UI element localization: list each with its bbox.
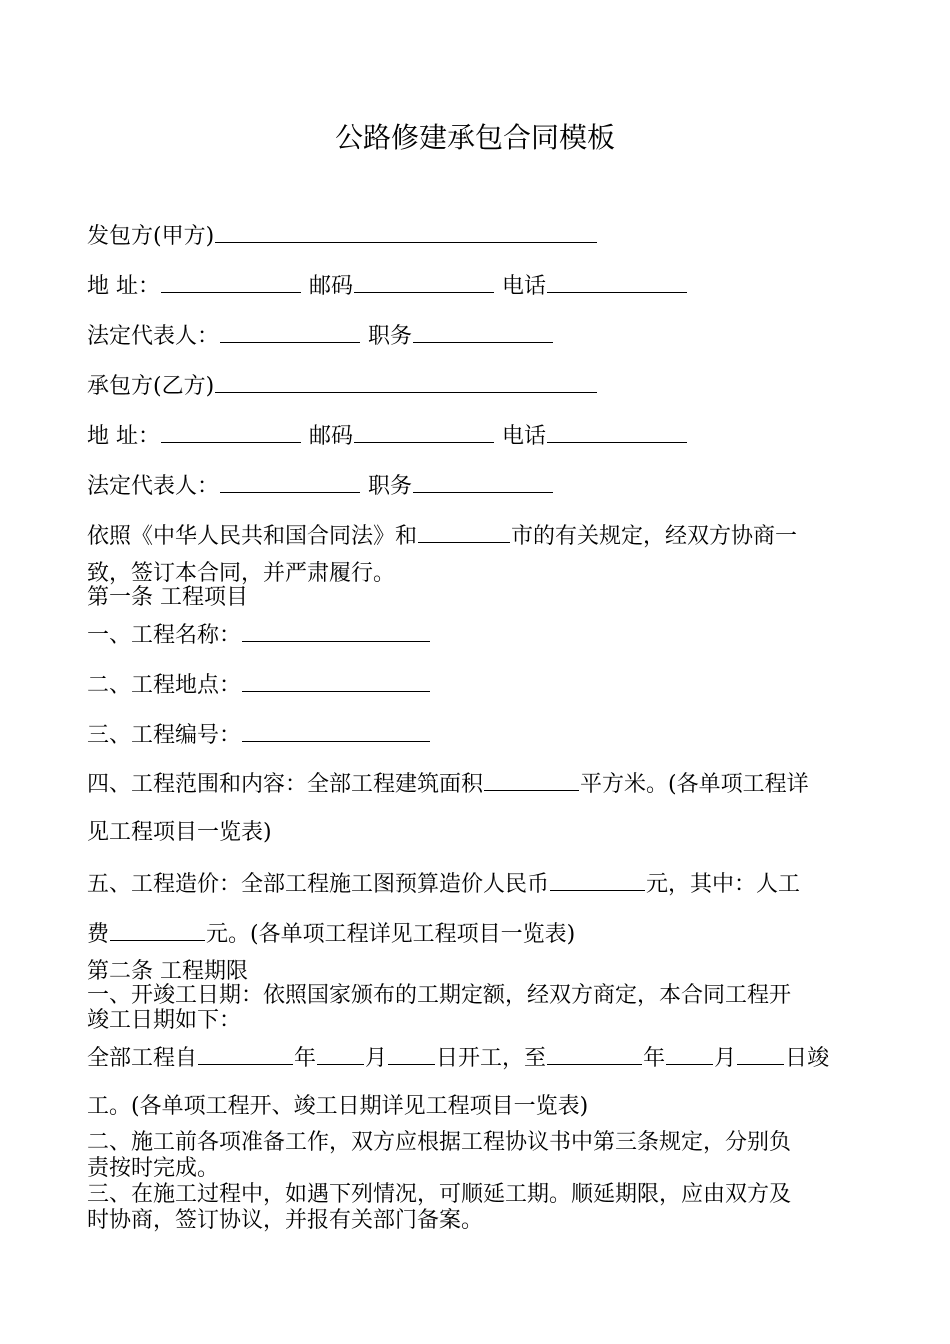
project-cost-line-1 bbox=[87, 868, 863, 898]
intro-text-1: 依照《中华人民共和国合同法》和 bbox=[87, 524, 418, 549]
start-end-line-2: 竣工日期如下： bbox=[87, 1008, 242, 1033]
project-name-label: 一、工程名称： bbox=[87, 623, 242, 648]
party-b-address-label: 地 址： bbox=[87, 424, 160, 449]
party-b-name-field[interactable] bbox=[215, 370, 597, 393]
party-b-postcode-field[interactable] bbox=[354, 420, 494, 443]
party-b-address-line bbox=[87, 420, 863, 450]
document-title: 公路修建承包合同模板 bbox=[334, 121, 615, 154]
end-year-field[interactable] bbox=[547, 1042, 642, 1065]
building-area-field[interactable] bbox=[484, 768, 579, 791]
party-a-rep-label: 法定代表人： bbox=[87, 324, 220, 349]
end-month-label: 月 bbox=[714, 1046, 737, 1071]
extension-line-1: 三、在施工过程中，如遇下列情况，可顺延工期。顺延期限，应由双方及 bbox=[87, 1182, 792, 1207]
project-number-field[interactable] bbox=[242, 719, 430, 742]
intro-line-2: 致，签订本合同，并严肃履行。 bbox=[87, 561, 396, 586]
party-a-postcode-label: 邮码 bbox=[309, 274, 354, 299]
party-b-position-field[interactable] bbox=[413, 470, 553, 493]
project-scope-text-1: 四、工程范围和内容：全部工程建筑面积 bbox=[87, 772, 484, 797]
project-scope-line-2: 见工程项目一览表) bbox=[87, 820, 272, 845]
city-field[interactable] bbox=[418, 520, 510, 543]
party-a-phone-field[interactable] bbox=[547, 270, 687, 293]
project-cost-text-1: 五、工程造价：全部工程施工图预算造价人民币 bbox=[87, 872, 550, 897]
intro-line-1 bbox=[87, 520, 863, 550]
end-month-field[interactable] bbox=[666, 1042, 713, 1065]
party-b-rep-field[interactable] bbox=[220, 470, 360, 493]
labor-cost-label: 费 bbox=[87, 922, 110, 947]
project-name-line bbox=[87, 619, 863, 649]
party-b-name-line bbox=[87, 370, 863, 400]
labor-cost-field[interactable] bbox=[110, 918, 205, 941]
end-day-field[interactable] bbox=[737, 1042, 784, 1065]
total-cost-field[interactable] bbox=[550, 868, 645, 891]
project-name-field[interactable] bbox=[242, 619, 430, 642]
project-location-label: 二、工程地点： bbox=[87, 673, 242, 698]
party-a-postcode-field[interactable] bbox=[354, 270, 494, 293]
article-1-heading: 第一条 工程项目 bbox=[87, 585, 248, 610]
party-b-postcode-label: 邮码 bbox=[309, 424, 354, 449]
party-a-name-field[interactable] bbox=[215, 220, 597, 243]
start-month-label: 月 bbox=[365, 1046, 388, 1071]
schedule-from-label: 全部工程自 bbox=[87, 1046, 198, 1071]
party-a-rep-line bbox=[87, 320, 863, 350]
schedule-dates-line-2: 工。(各单项工程开、竣工日期详见工程项目一览表) bbox=[87, 1094, 589, 1119]
party-a-position-field[interactable] bbox=[413, 320, 553, 343]
extension-line-2: 时协商，签订协议，并报有关部门备案。 bbox=[87, 1208, 484, 1233]
party-b-phone-field[interactable] bbox=[547, 420, 687, 443]
party-a-rep-field[interactable] bbox=[220, 320, 360, 343]
project-location-field[interactable] bbox=[242, 669, 430, 692]
start-end-clause bbox=[87, 983, 863, 1033]
project-location-line bbox=[87, 669, 863, 699]
project-number-line bbox=[87, 719, 863, 749]
start-day-field[interactable] bbox=[388, 1042, 435, 1065]
party-b-phone-label: 电话 bbox=[502, 424, 547, 449]
schedule-dates-line bbox=[87, 1042, 863, 1072]
project-cost-text-3: 元。(各单项工程详见工程项目一览表) bbox=[206, 922, 576, 947]
start-day-label: 日开工，至 bbox=[436, 1046, 547, 1071]
project-number-label: 三、工程编号： bbox=[87, 723, 242, 748]
party-a-position-label: 职务 bbox=[368, 324, 413, 349]
project-scope-text-2: 平方米。(各单项工程详 bbox=[580, 772, 809, 797]
project-cost-line-2 bbox=[87, 918, 863, 948]
start-month-field[interactable] bbox=[317, 1042, 364, 1065]
extension-clause bbox=[87, 1182, 863, 1234]
preparation-clause bbox=[87, 1130, 863, 1182]
preparation-line-2: 责按时完成。 bbox=[87, 1156, 220, 1181]
project-cost-text-2: 元，其中：人工 bbox=[646, 872, 801, 897]
party-a-phone-label: 电话 bbox=[502, 274, 547, 299]
end-year-label: 年 bbox=[643, 1046, 666, 1071]
start-year-field[interactable] bbox=[198, 1042, 293, 1065]
party-a-name-line bbox=[87, 220, 863, 250]
project-scope-line-1 bbox=[87, 768, 863, 798]
party-b-address-field[interactable] bbox=[161, 420, 301, 443]
party-a-address-field[interactable] bbox=[161, 270, 301, 293]
start-end-line-1: 一、开竣工日期：依照国家颁布的工期定额，经双方商定，本合同工程开 bbox=[87, 983, 792, 1008]
preparation-line-1: 二、施工前各项准备工作，双方应根据工程协议书中第三条规定，分别负 bbox=[87, 1130, 792, 1155]
party-b-name-label: 承包方(乙方) bbox=[87, 374, 215, 399]
party-b-position-label: 职务 bbox=[368, 474, 413, 499]
party-b-rep-label: 法定代表人： bbox=[87, 474, 220, 499]
article-2-heading: 第二条 工程期限 bbox=[87, 959, 248, 984]
party-a-address-line bbox=[87, 270, 863, 300]
party-b-rep-line bbox=[87, 470, 863, 500]
end-day-label: 日竣 bbox=[785, 1046, 830, 1071]
party-a-address-label: 地 址： bbox=[87, 274, 160, 299]
start-year-label: 年 bbox=[294, 1046, 317, 1071]
party-a-name-label: 发包方(甲方) bbox=[87, 224, 215, 249]
intro-text-2: 市的有关规定，经双方协商一 bbox=[511, 524, 798, 549]
